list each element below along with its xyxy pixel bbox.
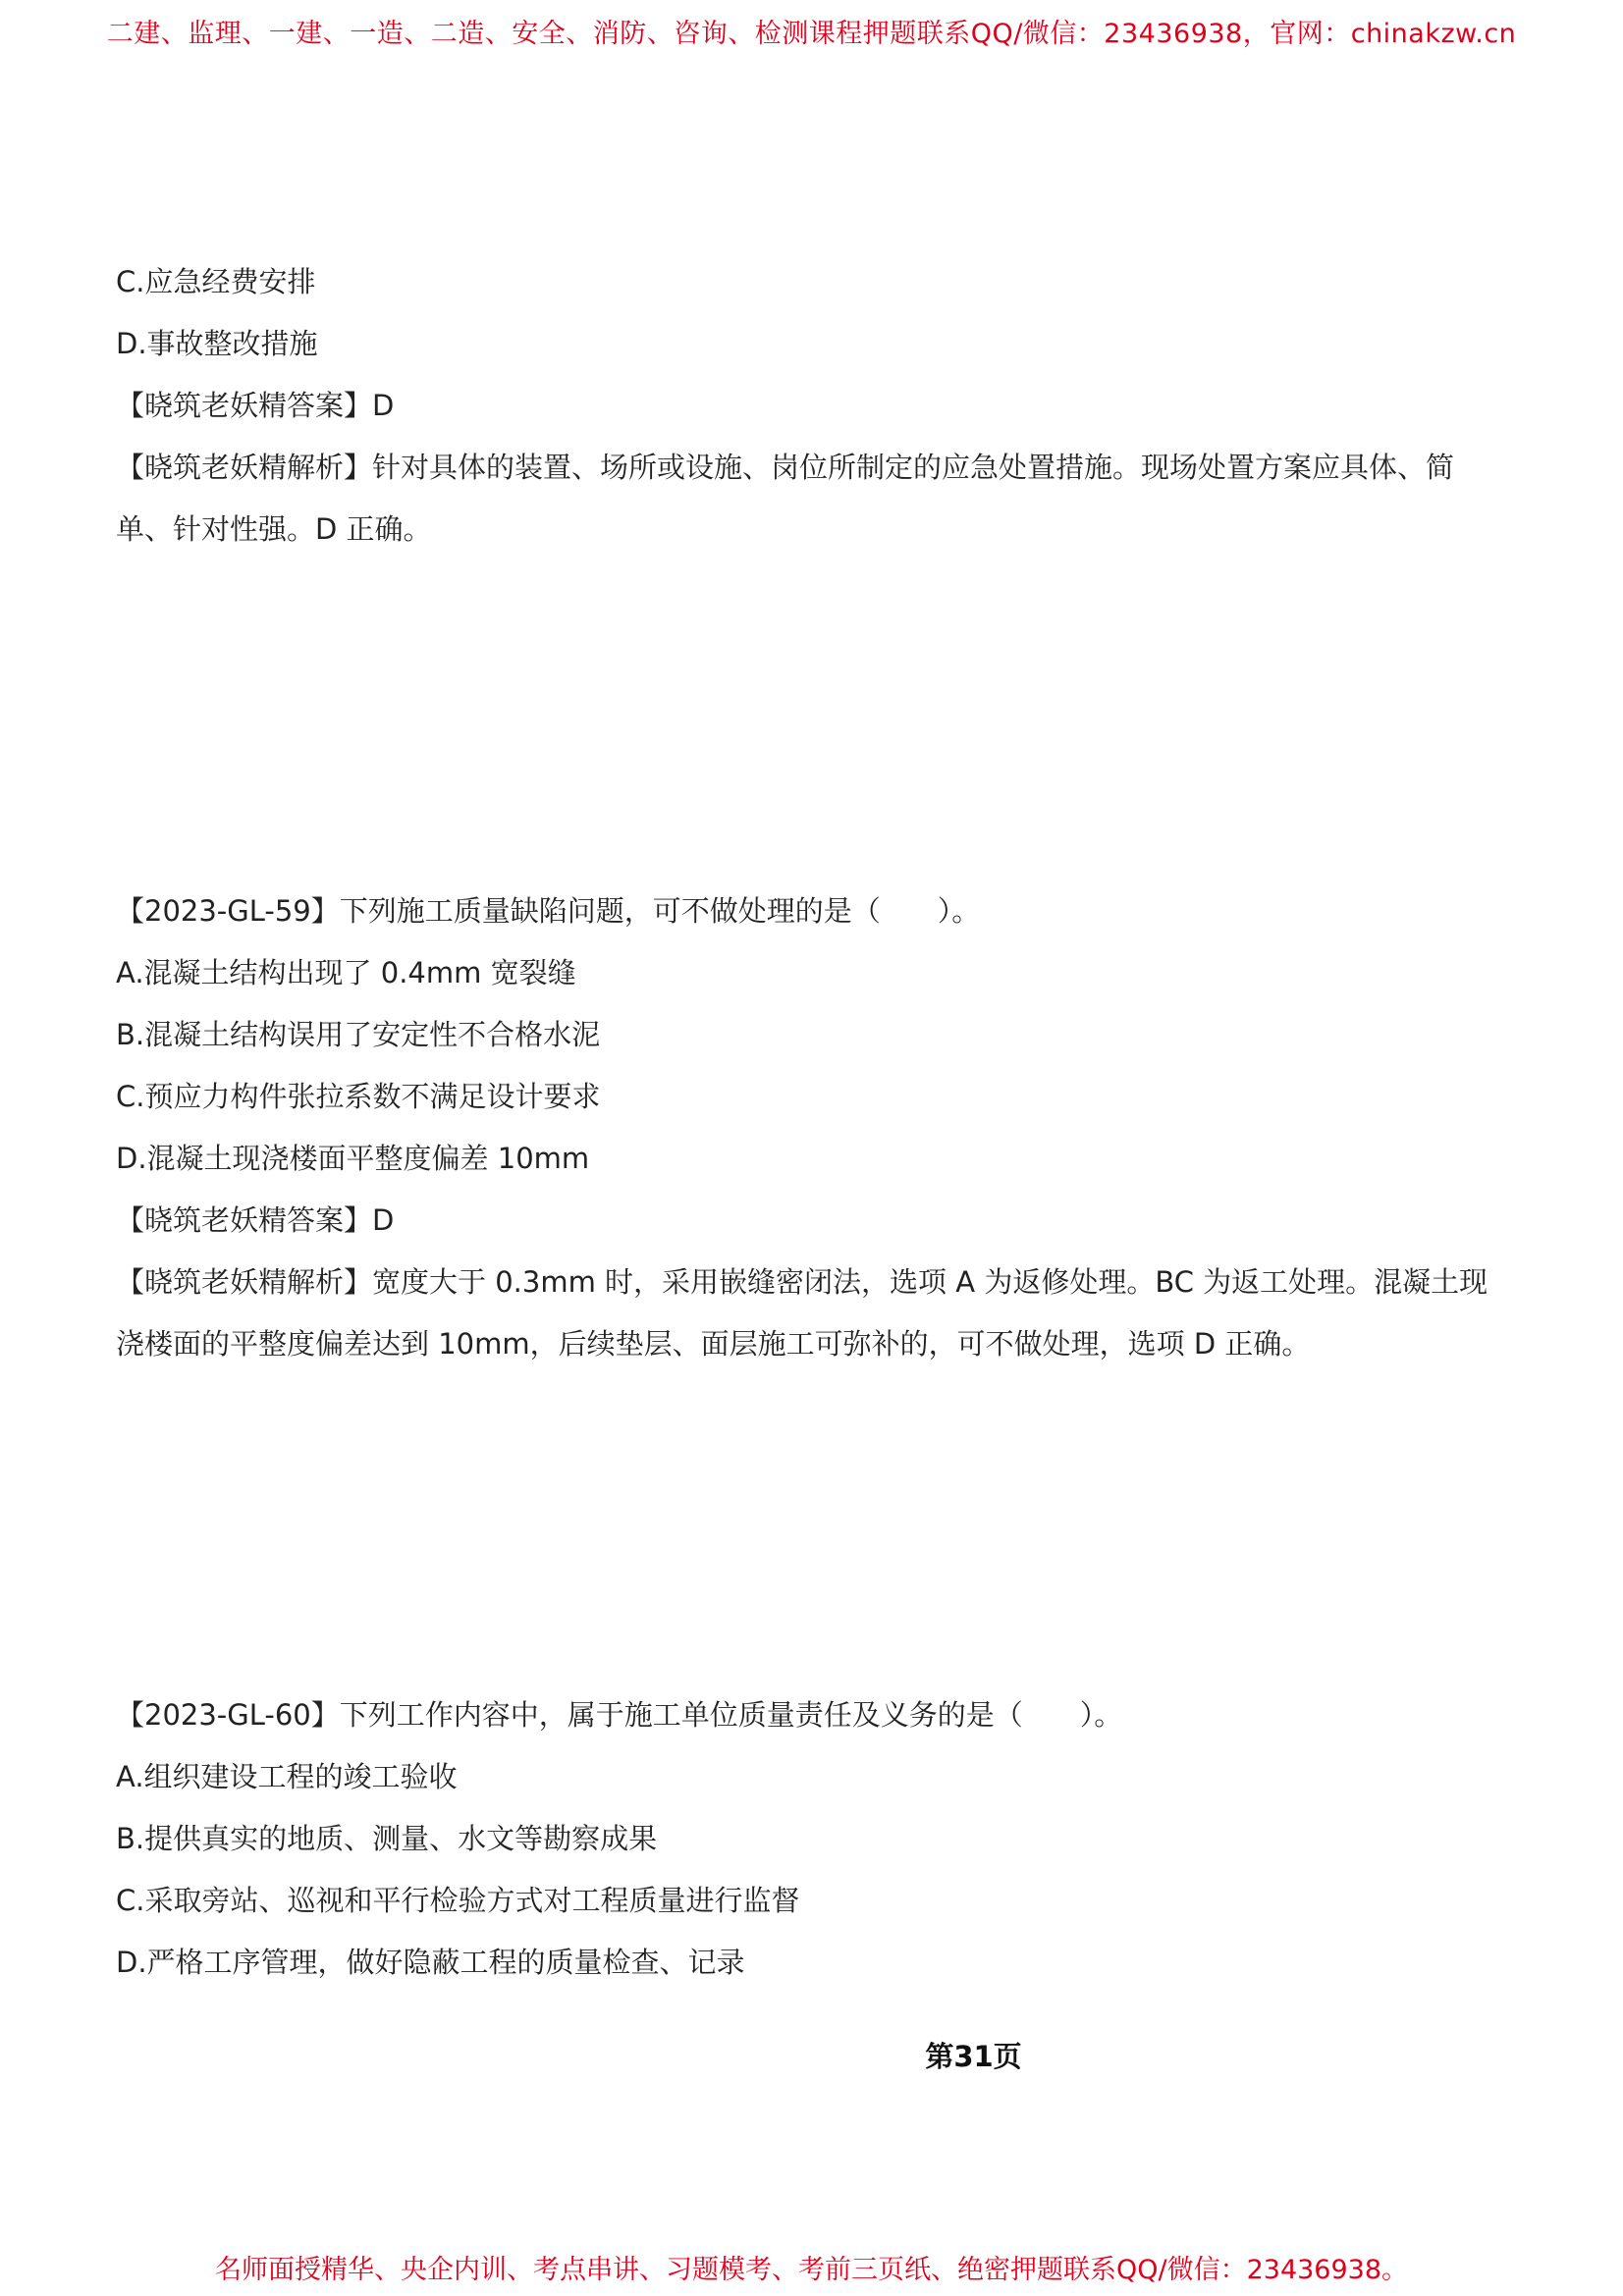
document-body — [116, 251, 1510, 1994]
answer-line: 【晓筑老妖精答案】D — [116, 1203, 395, 1237]
answer-line: 【晓筑老妖精答案】D — [116, 389, 395, 422]
option-b: B.混凝土结构误用了安定性不合格水泥 — [116, 1018, 601, 1051]
question-stem: 【2023-GL-60】下列工作内容中，属于施工单位质量责任及义务的是（ ）。 — [116, 1698, 1123, 1732]
analysis-paragraph: 【晓筑老妖精解析】针对具体的装置、场所或设施、岗位所制定的应急处置措施。现场处置方案应具体、简单、针对性强。D 正确。 — [116, 451, 1455, 546]
question-block-60 — [116, 1684, 1510, 1994]
option-d: D.混凝土现浇楼面平整度偏差 10mm — [116, 1142, 590, 1175]
spacer — [116, 1375, 1510, 1684]
question-stem: 【2023-GL-59】下列施工质量缺陷问题，可不做处理的是（ ）。 — [116, 894, 981, 928]
option-a: A.混凝土结构出现了 0.4mm 宽裂缝 — [116, 956, 576, 989]
option-a: A.组织建设工程的竣工验收 — [116, 1760, 458, 1793]
header-banner: 二建、监理、一建、一造、二造、安全、消防、咨询、检测课程押题联系QQ/微信：23436938，官网：chinakzw.cn — [106, 19, 1517, 49]
page-number: 第31页 — [925, 2040, 1022, 2073]
option-c: C.预应力构件张拉系数不满足设计要求 — [116, 1080, 601, 1113]
spacer — [116, 561, 1510, 881]
footer-banner: 名师面授精华、央企内训、考点串讲、习题模考、考前三页纸、绝密押题联系QQ/微信：23436938。 — [214, 2255, 1409, 2285]
option-c: C.采取旁站、巡视和平行检验方式对工程质量进行监督 — [116, 1884, 800, 1917]
option-d: D.事故整改措施 — [116, 327, 318, 360]
option-c: C.应急经费安排 — [116, 265, 316, 298]
analysis-paragraph: 【晓筑老妖精解析】宽度大于 0.3mm 时，采用嵌缝密闭法，选项 A 为返修处理。BC 为返工处理。混凝土现浇楼面的平整度偏差达到 10mm，后续垫层、面层施工可弥补的，可不做处理，选项 D 正确。 — [116, 1265, 1488, 1361]
option-d: D.严格工序管理，做好隐蔽工程的质量检查、记录 — [116, 1946, 745, 1979]
option-b: B.提供真实的地质、测量、水文等勘察成果 — [116, 1822, 658, 1855]
question-block-prev — [116, 251, 1510, 561]
question-block-59 — [116, 881, 1510, 1375]
